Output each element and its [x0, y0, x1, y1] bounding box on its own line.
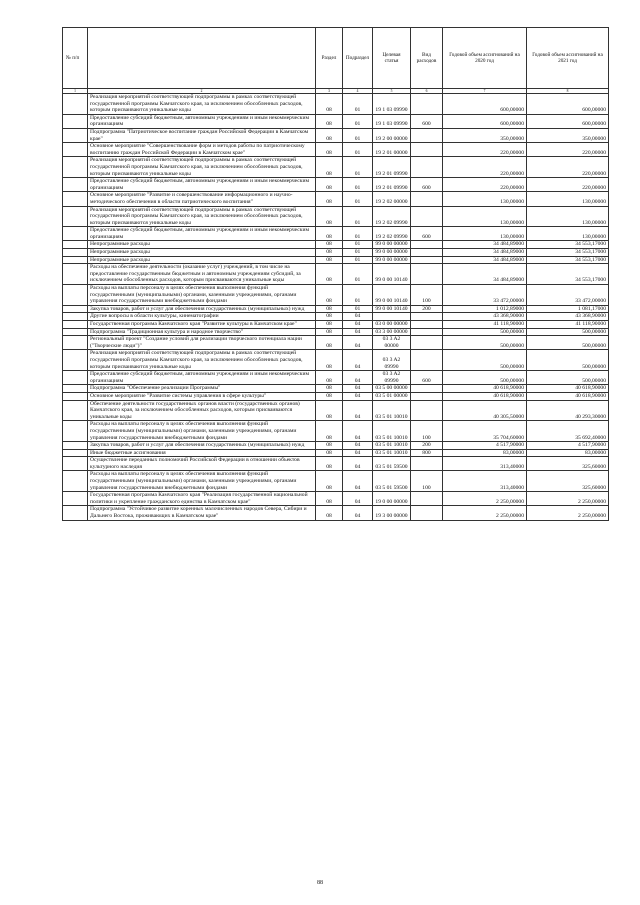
row-amount-2020: 35 704,60000: [443, 421, 527, 442]
row-num: [63, 264, 88, 285]
row-target-article: 99 0 00 10140: [373, 305, 411, 313]
row-target-article: 03 5 01 59500: [373, 471, 411, 492]
row-target-article: 03 3 A2 09990: [373, 371, 411, 385]
row-num: [63, 313, 88, 321]
row-amount-2020: 40 618,90000: [443, 392, 527, 400]
row-num: [63, 305, 88, 313]
col-vr-header: Вид расходов: [411, 28, 443, 89]
row-amount-2021: 2 250,00000: [527, 506, 609, 520]
index-cell: 3: [316, 89, 343, 94]
row-name: Непрограммные расходы: [88, 256, 316, 264]
col-2020-header: Годовой объем ассигнований на 2020 год: [443, 28, 527, 89]
table-row: [63, 392, 609, 400]
table-row: [63, 206, 609, 227]
table-row: [63, 305, 609, 313]
row-expense-type: [411, 385, 443, 393]
row-razdel: 08: [316, 492, 343, 506]
row-podrazdel: 01: [343, 264, 373, 285]
row-target-article: 19 2 01 00000: [373, 143, 411, 157]
row-amount-2020: 40 305,50000: [443, 400, 527, 421]
row-num: [63, 457, 88, 471]
row-amount-2020: 313,40000: [443, 471, 527, 492]
row-target-article: 03 5 01 10010: [373, 449, 411, 457]
row-expense-type: 200: [411, 305, 443, 313]
row-amount-2021: 600,00000: [527, 114, 609, 128]
row-podrazdel: 01: [343, 206, 373, 227]
col-2021-header: Годовой объем ассигнований на 2021 год: [527, 28, 609, 89]
row-amount-2020: 220,00000: [443, 143, 527, 157]
index-cell: 4: [343, 89, 373, 94]
row-razdel: 08: [316, 442, 343, 450]
row-expense-type: [411, 506, 443, 520]
row-target-article: 99 0 00 00000: [373, 241, 411, 249]
index-cell: 2: [88, 89, 316, 94]
row-podrazdel: 01: [343, 178, 373, 192]
row-amount-2021: 34 553,17000: [527, 241, 609, 249]
row-amount-2021: 500,00000: [527, 328, 609, 336]
row-num: [63, 178, 88, 192]
row-target-article: 19 3 00 00000: [373, 506, 411, 520]
row-num: [63, 471, 88, 492]
row-expense-type: [411, 321, 443, 329]
row-amount-2020: 34 484,89000: [443, 264, 527, 285]
row-amount-2020: 43 368,90000: [443, 313, 527, 321]
row-expense-type: [411, 264, 443, 285]
row-num: [63, 336, 88, 350]
table-row: [63, 241, 609, 249]
col-cs-header: Целевая статья: [373, 28, 411, 89]
row-target-article: 03 3 00 00000: [373, 328, 411, 336]
row-amount-2020: 1 012,89000: [443, 305, 527, 313]
row-amount-2020: 34 484,89000: [443, 249, 527, 257]
row-expense-type: 100: [411, 285, 443, 306]
row-target-article: 99 0 00 10140: [373, 285, 411, 306]
table-row: [63, 321, 609, 329]
row-num: [63, 371, 88, 385]
row-amount-2020: 313,40000: [443, 457, 527, 471]
table-row: [63, 192, 609, 206]
row-amount-2020: 83,00000: [443, 449, 527, 457]
row-amount-2020: 600,00000: [443, 94, 527, 115]
row-expense-type: [411, 157, 443, 178]
row-podrazdel: 04: [343, 471, 373, 492]
row-razdel: 08: [316, 206, 343, 227]
col-name-header: [88, 28, 316, 89]
row-razdel: 08: [316, 313, 343, 321]
table-row: [63, 114, 609, 128]
row-amount-2020: 130,00000: [443, 227, 527, 241]
row-num: [63, 385, 88, 393]
row-razdel: 08: [316, 178, 343, 192]
row-num: [63, 128, 88, 142]
row-target-article: 99 0 00 00000: [373, 249, 411, 257]
row-target-article: 19 2 02 09990: [373, 206, 411, 227]
row-expense-type: 200: [411, 442, 443, 450]
row-podrazdel: 04: [343, 457, 373, 471]
row-razdel: 08: [316, 227, 343, 241]
row-amount-2020: 130,00000: [443, 192, 527, 206]
row-amount-2021: 130,00000: [527, 192, 609, 206]
table-row: [63, 442, 609, 450]
row-podrazdel: 04: [343, 400, 373, 421]
row-amount-2020: 500,00000: [443, 328, 527, 336]
row-podrazdel: 01: [343, 128, 373, 142]
row-name: Расходы на выплаты персоналу в целях обеспечения выполнения функций государственными (муниципальными) органами, казенными учреждениями, органами управления государственными внебюджетными фондами: [88, 285, 316, 306]
row-amount-2020: 2 250,00000: [443, 492, 527, 506]
row-num: [63, 206, 88, 227]
row-amount-2021: 350,00000: [527, 128, 609, 142]
row-razdel: 08: [316, 94, 343, 115]
row-name: Расходы на обеспечение деятельности (оказание услуг) учреждений, в том числе на предоставление государственным бюджетным и автономным учреждениям субсидий, за исключением обособленных расходов, которым присваиваются уникальные коды: [88, 264, 316, 285]
row-amount-2021: 1 081,17000: [527, 305, 609, 313]
row-num: [63, 400, 88, 421]
row-target-article: 03 3 A2 09990: [373, 350, 411, 371]
index-cell: 5: [373, 89, 411, 94]
row-target-article: 03 5 00 00000: [373, 385, 411, 393]
row-amount-2021: 500,00000: [527, 350, 609, 371]
row-razdel: 08: [316, 249, 343, 257]
table-row: [63, 94, 609, 115]
row-name: Основное мероприятие "Развитие системы управления в сфере культуры": [88, 392, 316, 400]
row-amount-2020: 34 484,89000: [443, 256, 527, 264]
header-row: [63, 28, 609, 89]
row-num: [63, 241, 88, 249]
row-num: [63, 321, 88, 329]
table-row: [63, 457, 609, 471]
row-expense-type: [411, 256, 443, 264]
row-target-article: 19 2 01 09990: [373, 178, 411, 192]
row-amount-2021: 33 472,00000: [527, 285, 609, 306]
row-name: Расходы на выплаты персоналу в целях обеспечения выполнения функций государственными (муниципальными) органами, казенными учреждениями, органами управления государственными внебюджетными фондами: [88, 421, 316, 442]
row-podrazdel: 01: [343, 305, 373, 313]
row-amount-2020: 130,00000: [443, 206, 527, 227]
table-row: [63, 128, 609, 142]
row-target-article: 19 1 03 09990: [373, 114, 411, 128]
row-amount-2020: 33 472,00000: [443, 285, 527, 306]
row-target-article: 19 2 01 09990: [373, 157, 411, 178]
row-razdel: 08: [316, 336, 343, 350]
row-podrazdel: 04: [343, 392, 373, 400]
row-target-article: 03 5 01 00000: [373, 392, 411, 400]
row-podrazdel: 04: [343, 385, 373, 393]
row-razdel: 08: [316, 449, 343, 457]
row-razdel: 08: [316, 400, 343, 421]
index-cell: 6: [411, 89, 443, 94]
row-expense-type: 100: [411, 471, 443, 492]
row-amount-2020: 350,00000: [443, 128, 527, 142]
row-target-article: 19 2 02 09990: [373, 227, 411, 241]
row-name: Основное мероприятие "Развитие и совершенствование информационного и научно-методического обеспечения в области патриотического воспитания": [88, 192, 316, 206]
row-num: [63, 421, 88, 442]
row-podrazdel: 01: [343, 192, 373, 206]
row-name: Предоставление субсидий бюджетным, автономным учреждениям и иным некоммерческим организациям: [88, 371, 316, 385]
row-podrazdel: 01: [343, 249, 373, 257]
row-num: [63, 227, 88, 241]
table-row: [63, 400, 609, 421]
row-podrazdel: 04: [343, 442, 373, 450]
row-razdel: 08: [316, 192, 343, 206]
row-podrazdel: 01: [343, 227, 373, 241]
row-expense-type: [411, 336, 443, 350]
table-row: [63, 421, 609, 442]
row-target-article: 03 3 A2 00000: [373, 336, 411, 350]
table-row: [63, 371, 609, 385]
row-amount-2021: 220,00000: [527, 157, 609, 178]
row-target-article: 99 0 00 10140: [373, 264, 411, 285]
row-amount-2020: 34 484,89000: [443, 241, 527, 249]
row-name: Реализация мероприятий соответствующей подпрограммы в рамках соответствующей государственной программы Камчатского края, за исключением обособленных расходов, которым присваиваются уникальные коды: [88, 157, 316, 178]
table-row: [63, 471, 609, 492]
row-razdel: 08: [316, 143, 343, 157]
row-amount-2021: 500,00000: [527, 371, 609, 385]
row-expense-type: [411, 206, 443, 227]
row-podrazdel: 01: [343, 285, 373, 306]
row-num: [63, 143, 88, 157]
row-amount-2021: 2 250,00000: [527, 492, 609, 506]
table-row: [63, 256, 609, 264]
row-expense-type: [411, 350, 443, 371]
row-razdel: 08: [316, 256, 343, 264]
table-row: [63, 178, 609, 192]
row-num: [63, 449, 88, 457]
row-expense-type: [411, 143, 443, 157]
row-target-article: 03 5 01 10010: [373, 442, 411, 450]
index-cell: 8: [527, 89, 609, 94]
row-amount-2021: 40 293,30000: [527, 400, 609, 421]
row-podrazdel: 04: [343, 371, 373, 385]
table-row: [63, 264, 609, 285]
row-expense-type: [411, 249, 443, 257]
row-razdel: 08: [316, 471, 343, 492]
row-expense-type: 800: [411, 449, 443, 457]
row-name: Подпрограмма "Обеспечение реализации Программы": [88, 385, 316, 393]
row-num: [63, 114, 88, 128]
row-name: Осуществление переданных полномочий Российской Федерации в отношении объектов культурного наследия: [88, 457, 316, 471]
row-name: Подпрограмма "Патриотическое воспитание граждан Российской Федерации в Камчатском крае": [88, 128, 316, 142]
row-razdel: 08: [316, 128, 343, 142]
row-name: Непрограммные расходы: [88, 249, 316, 257]
row-expense-type: 100: [411, 421, 443, 442]
row-num: [63, 94, 88, 115]
row-podrazdel: 04: [343, 313, 373, 321]
row-name: Обеспечение деятельности государственных органов власти (государственных органов) Камчатского края, за исключением обособленных расходов, которым присваиваются уникальные коды: [88, 400, 316, 421]
row-expense-type: [411, 328, 443, 336]
row-podrazdel: 01: [343, 256, 373, 264]
table-row: [63, 227, 609, 241]
row-num: [63, 192, 88, 206]
row-amount-2021: 34 553,17000: [527, 256, 609, 264]
row-amount-2021: 4 517,90000: [527, 442, 609, 450]
row-num: [63, 285, 88, 306]
row-razdel: 08: [316, 264, 343, 285]
row-podrazdel: 01: [343, 94, 373, 115]
row-target-article: 19 2 00 00000: [373, 128, 411, 142]
row-name: Другие вопросы в области культуры, кинематографии: [88, 313, 316, 321]
row-name: Государственная программа Камчатского края "Реализация государственной национальной политики и укрепление гражданского единства в Камчатском крае": [88, 492, 316, 506]
row-expense-type: [411, 313, 443, 321]
row-name: Подпрограмма "Традиционная культура и народное творчество": [88, 328, 316, 336]
row-name: Закупка товаров, работ и услуг для обеспечения государственных (муниципальных) нужд: [88, 305, 316, 313]
row-podrazdel: 04: [343, 492, 373, 506]
row-amount-2021: 34 553,17000: [527, 249, 609, 257]
row-expense-type: 600: [411, 371, 443, 385]
table-row: [63, 506, 609, 520]
row-amount-2020: 4 517,90000: [443, 442, 527, 450]
row-podrazdel: 01: [343, 241, 373, 249]
table-row: [63, 143, 609, 157]
row-razdel: 08: [316, 305, 343, 313]
table-row: [63, 385, 609, 393]
table-row: [63, 249, 609, 257]
row-razdel: 08: [316, 157, 343, 178]
row-num: [63, 256, 88, 264]
row-amount-2020: 40 618,90000: [443, 385, 527, 393]
row-target-article: 03 0 00 00000: [373, 321, 411, 329]
row-amount-2021: 40 618,90000: [527, 392, 609, 400]
row-target-article: 03 5 01 10010: [373, 421, 411, 442]
row-name: Непрограммные расходы: [88, 241, 316, 249]
col-num-header: № п/п: [63, 28, 88, 89]
table-row: [63, 449, 609, 457]
table-row: [63, 350, 609, 371]
row-podrazdel: 01: [343, 157, 373, 178]
row-num: [63, 249, 88, 257]
row-num: [63, 392, 88, 400]
row-expense-type: [411, 457, 443, 471]
row-target-article: 19 2 02 00000: [373, 192, 411, 206]
row-amount-2021: 600,00000: [527, 94, 609, 115]
row-podrazdel: 04: [343, 328, 373, 336]
row-target-article: 19 0 00 00000: [373, 492, 411, 506]
row-razdel: 08: [316, 457, 343, 471]
row-razdel: 08: [316, 114, 343, 128]
row-num: [63, 492, 88, 506]
row-name: Предоставление субсидий бюджетным, автономным учреждениям и иным некоммерческим организациям: [88, 227, 316, 241]
row-amount-2020: 500,00000: [443, 371, 527, 385]
row-amount-2021: 130,00000: [527, 227, 609, 241]
row-amount-2021: 41 118,90000: [527, 321, 609, 329]
row-name: Основное мероприятие "Совершенствование форм и методов работы по патриотическому воспитанию граждан Российской Федерации в Камчатском крае": [88, 143, 316, 157]
row-razdel: 08: [316, 421, 343, 442]
row-name: Реализация мероприятий соответствующей подпрограммы в рамках соответствующей государственной программы Камчатского края, за исключением обособленных расходов, которым присваиваются уникальные коды: [88, 206, 316, 227]
row-razdel: 08: [316, 285, 343, 306]
row-amount-2020: 600,00000: [443, 114, 527, 128]
row-num: [63, 506, 88, 520]
table-row: [63, 328, 609, 336]
row-amount-2021: 220,00000: [527, 143, 609, 157]
row-num: [63, 157, 88, 178]
row-expense-type: 600: [411, 114, 443, 128]
index-cell: 1: [63, 89, 88, 94]
row-amount-2020: 220,00000: [443, 157, 527, 178]
row-razdel: 08: [316, 241, 343, 249]
row-amount-2020: 2 250,00000: [443, 506, 527, 520]
row-razdel: 08: [316, 350, 343, 371]
row-name: Расходы на выплаты персоналу в целях обеспечения выполнения функций государственными (муниципальными) органами, казенными учреждениями, органами управления государственными внебюджетными фондами: [88, 471, 316, 492]
col-podrazdel-header: Подраздел: [343, 28, 373, 89]
row-amount-2021: 220,00000: [527, 178, 609, 192]
row-amount-2021: 130,00000: [527, 206, 609, 227]
row-podrazdel: 01: [343, 114, 373, 128]
row-expense-type: [411, 192, 443, 206]
row-expense-type: 600: [411, 227, 443, 241]
row-amount-2020: 500,00000: [443, 336, 527, 350]
row-amount-2021: 83,00000: [527, 449, 609, 457]
row-expense-type: [411, 400, 443, 421]
row-name: Подпрограмма "Устойчивое развитие коренных малочисленных народов Севера, Сибири и Дальнего Востока, проживающих в Камчатском крае": [88, 506, 316, 520]
row-razdel: 08: [316, 506, 343, 520]
row-razdel: 08: [316, 371, 343, 385]
row-name: Реализация мероприятий соответствующей подпрограммы в рамках соответствующей государственной программы Камчатского края, за исключением обособленных расходов, которым присваиваются уникальные коды: [88, 94, 316, 115]
row-name: Региональный проект "Создание условий для реализации творческого потенциала нации ("Творческие люди")": [88, 336, 316, 350]
row-name: Государственная программа Камчатского края "Развитие культуры в Камчатском крае": [88, 321, 316, 329]
row-expense-type: [411, 241, 443, 249]
row-podrazdel: 04: [343, 350, 373, 371]
row-podrazdel: 04: [343, 449, 373, 457]
row-podrazdel: 04: [343, 421, 373, 442]
row-razdel: 08: [316, 328, 343, 336]
row-amount-2021: 34 553,17000: [527, 264, 609, 285]
row-name: Реализация мероприятий соответствующей подпрограммы в рамках соответствующей государственной программы Камчатского края, за исключением обособленных расходов, которым присваиваются уникальные коды: [88, 350, 316, 371]
table-row: [63, 285, 609, 306]
table-row: [63, 313, 609, 321]
row-target-article: [373, 313, 411, 321]
row-razdel: 08: [316, 385, 343, 393]
row-razdel: 08: [316, 321, 343, 329]
row-podrazdel: 04: [343, 506, 373, 520]
table-row: [63, 492, 609, 506]
row-name: Иные бюджетные ассигнования: [88, 449, 316, 457]
row-num: [63, 328, 88, 336]
row-expense-type: 600: [411, 178, 443, 192]
row-target-article: 99 0 00 00000: [373, 256, 411, 264]
row-name: Предоставление субсидий бюджетным, автономным учреждениям и иным некоммерческим организациям: [88, 114, 316, 128]
table-row: [63, 157, 609, 178]
row-num: [63, 350, 88, 371]
row-podrazdel: 04: [343, 336, 373, 350]
row-podrazdel: 04: [343, 321, 373, 329]
row-name: Закупка товаров, работ и услуг для обеспечения государственных (муниципальных) нужд: [88, 442, 316, 450]
row-expense-type: [411, 492, 443, 506]
row-amount-2021: 325,60000: [527, 457, 609, 471]
row-amount-2021: 40 618,90000: [527, 385, 609, 393]
col-razdel-header: Раздел: [316, 28, 343, 89]
row-amount-2020: 41 118,90000: [443, 321, 527, 329]
row-target-article: 03 5 01 10010: [373, 400, 411, 421]
row-expense-type: [411, 392, 443, 400]
row-amount-2021: 325,60000: [527, 471, 609, 492]
page-number: 88: [317, 880, 323, 886]
row-amount-2021: 43 368,90000: [527, 313, 609, 321]
row-podrazdel: 01: [343, 143, 373, 157]
index-cell: 7: [443, 89, 527, 94]
row-num: [63, 442, 88, 450]
row-expense-type: [411, 94, 443, 115]
row-name: Предоставление субсидий бюджетным, автономным учреждениям и иным некоммерческим организациям: [88, 178, 316, 192]
row-target-article: 19 1 03 09990: [373, 94, 411, 115]
row-razdel: 08: [316, 392, 343, 400]
table-row: [63, 336, 609, 350]
budget-table: [62, 27, 609, 521]
row-target-article: 03 5 01 59500: [373, 457, 411, 471]
row-amount-2020: 500,00000: [443, 350, 527, 371]
row-amount-2021: 500,00000: [527, 336, 609, 350]
row-expense-type: [411, 128, 443, 142]
row-amount-2021: 35 692,40000: [527, 421, 609, 442]
row-amount-2020: 220,00000: [443, 178, 527, 192]
